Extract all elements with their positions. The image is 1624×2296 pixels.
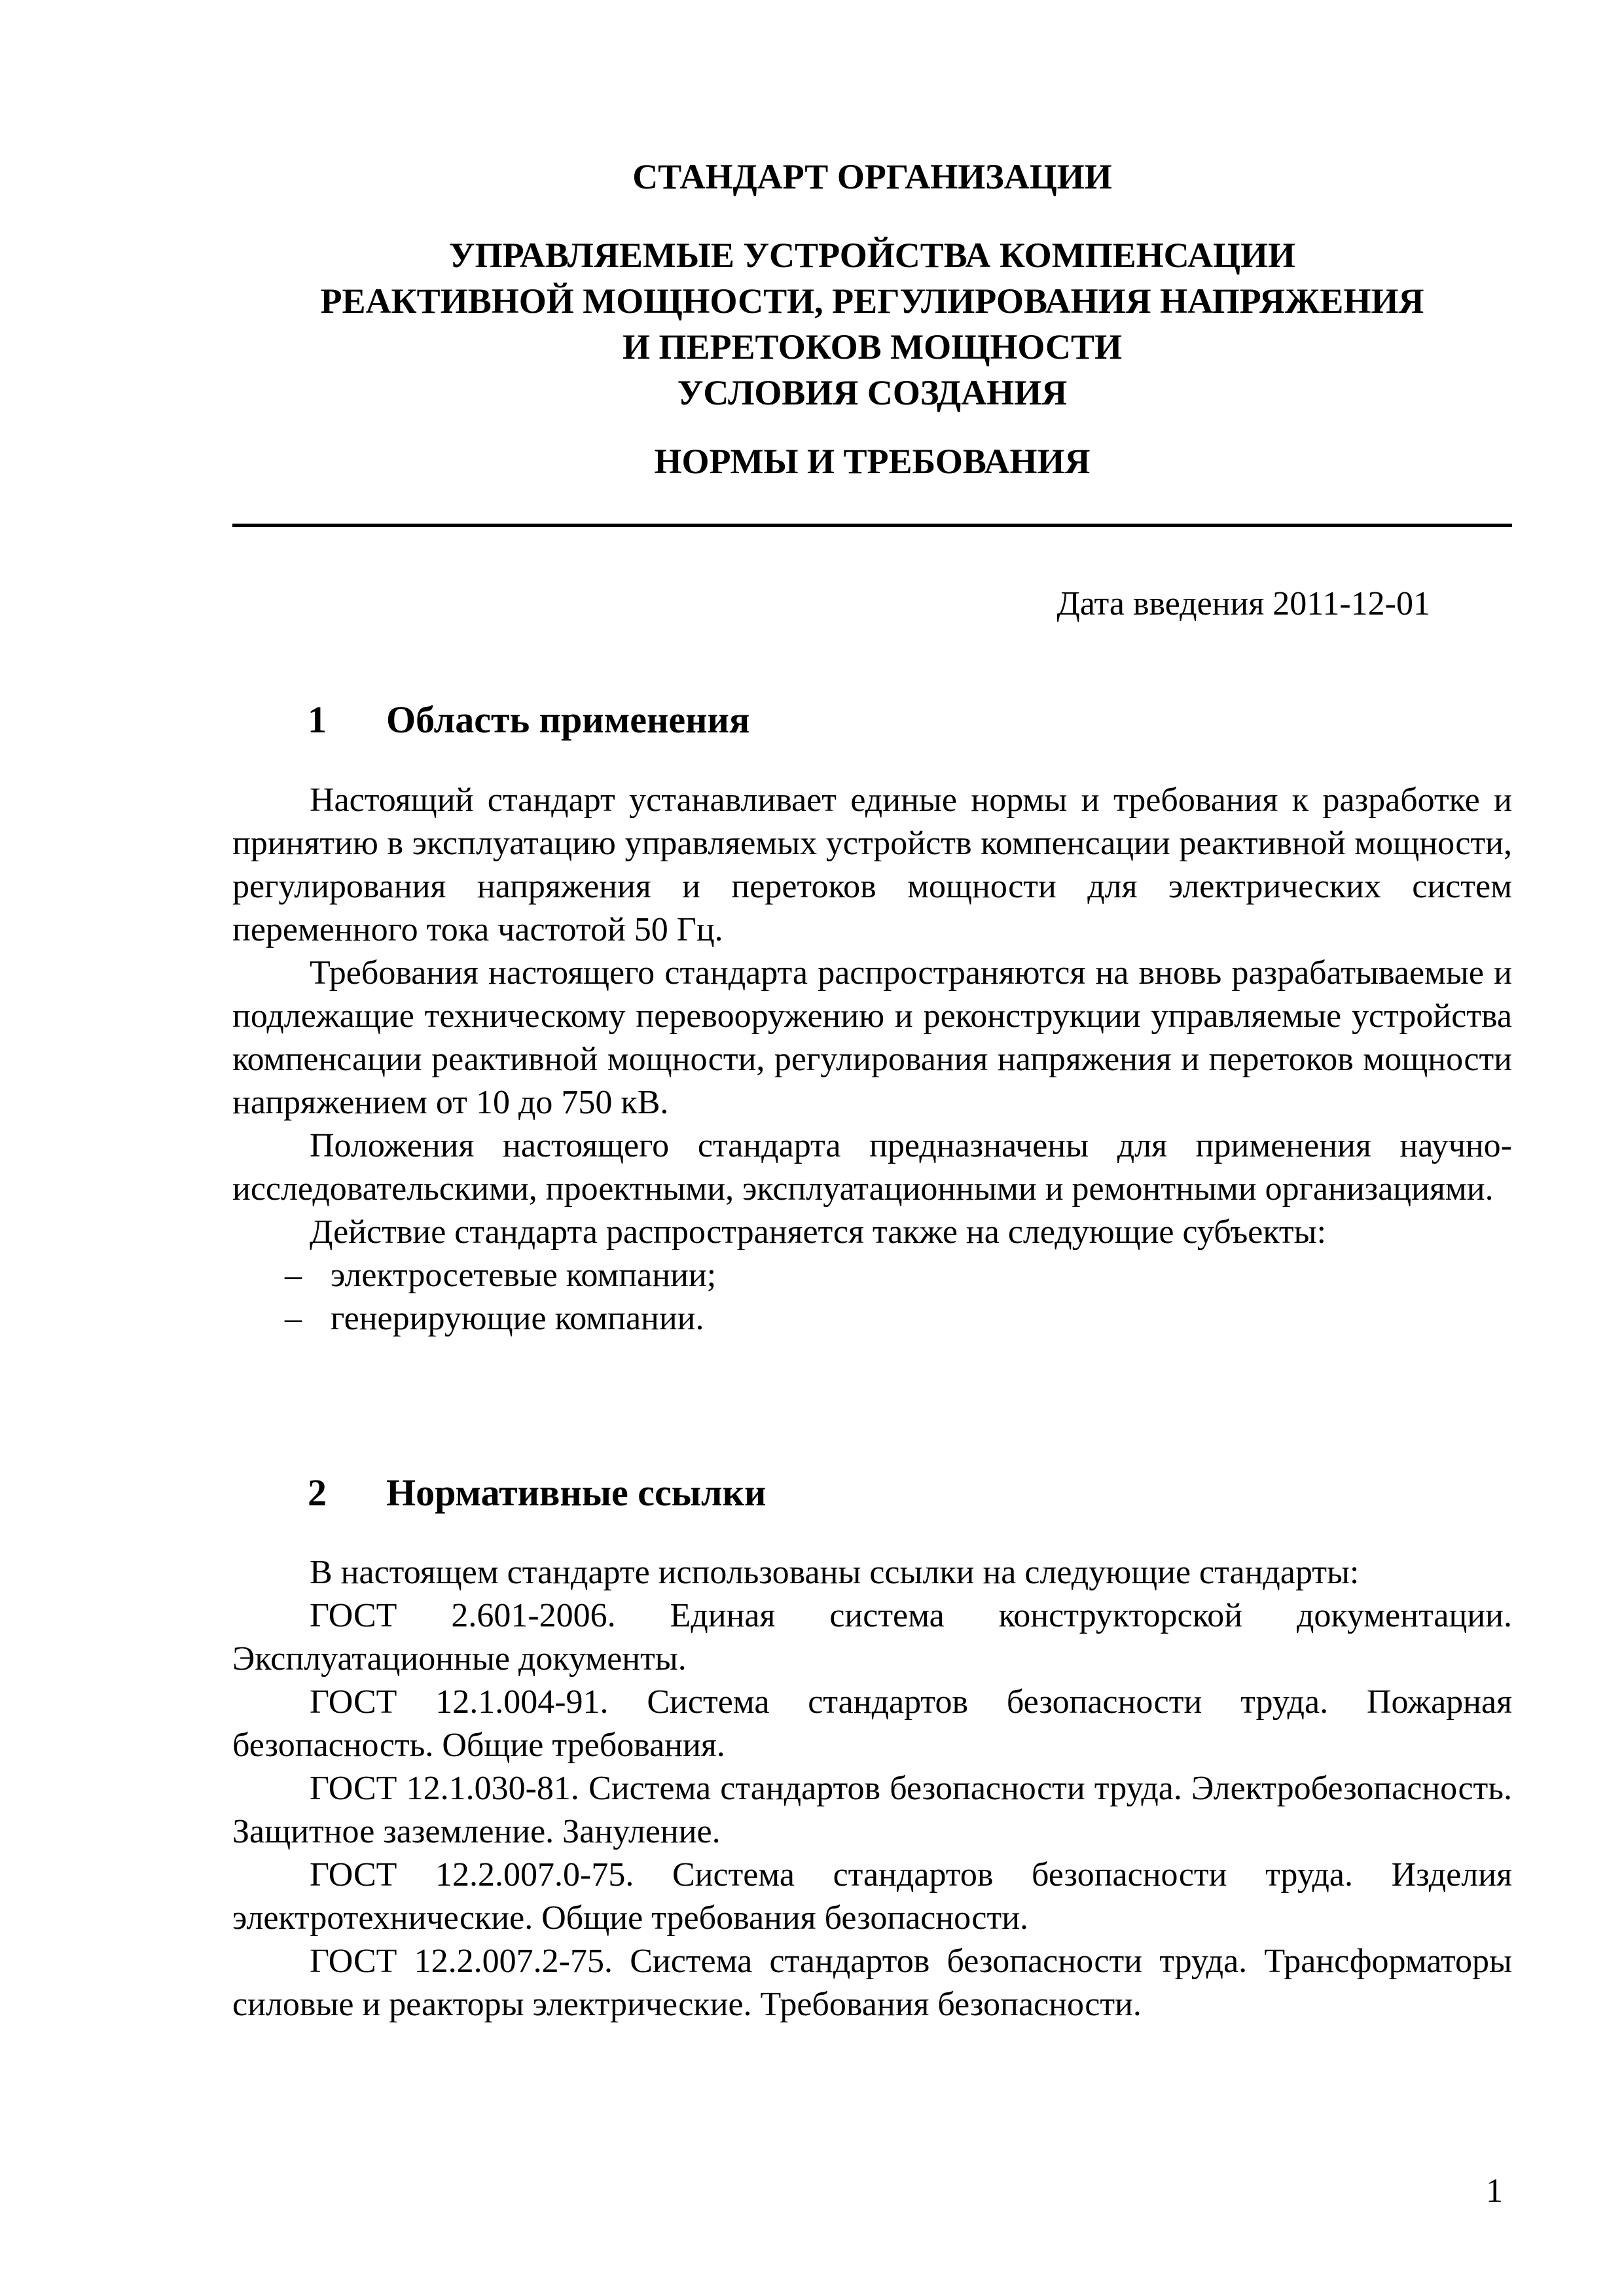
section-number: 1	[308, 698, 327, 741]
document-subtitle: НОРМЫ И ТРЕБОВАНИЯ	[654, 442, 1091, 481]
section-title: Нормативные ссылки	[386, 1471, 767, 1514]
section-heading-references	[308, 1468, 766, 1518]
paragraph: Требования настоящего стандарта распространяются на вновь разрабатываемые и подлежащие техническому перевооружению и реконструкции управляемые устройства компенсации реактивной мощности, регулирования напряжения и перетоков мощности напряжением от 10 до 750 кВ.	[232, 954, 1512, 1121]
standard-label: СТАНДАРТ ОРГАНИЗАЦИИ	[632, 157, 1112, 196]
paragraph: ГОСТ 12.1.004-91. Система стандартов безопасности труда. Пожарная безопасность. Общие требования.	[232, 1683, 1512, 1764]
section-number: 2	[308, 1471, 327, 1514]
paragraph: ГОСТ 2.601-2006. Единая система конструкторской документации. Эксплуатационные документы.	[232, 1597, 1512, 1677]
paragraph: ГОСТ 12.1.030-81. Система стандартов безопасности труда. Электробезопасность. Защитное заземление. Зануление.	[232, 1770, 1512, 1850]
section-body-references	[232, 1551, 1512, 2026]
title-line: РЕАКТИВНОЙ МОЩНОСТИ, РЕГУЛИРОВАНИЯ НАПРЯЖЕНИЯ	[320, 281, 1424, 321]
title-line: УСЛОВИЯ СОЗДАНИЯ	[677, 373, 1068, 412]
list-item-text: электросетевые компании;	[331, 1257, 717, 1294]
title-divider	[232, 524, 1512, 527]
paragraph: ГОСТ 12.2.007.0-75. Система стандартов безопасности труда. Изделия электротехнические. Общие требования безопасности.	[232, 1856, 1512, 1937]
list-item-text: генерирующие компании.	[331, 1300, 704, 1337]
paragraph: Действие стандарта распространяется также на следующие субъекты:	[310, 1213, 1327, 1251]
paragraph: Настоящий стандарт устанавливает единые нормы и требования к разработке и принятию в эксплуатацию управляемых устройств компенсации реактивной мощности, регулирования напряжения и перетоков мощности для электрических систем переменного тока частотой 50 Гц.	[232, 781, 1512, 948]
paragraph: ГОСТ 12.2.007.2-75. Система стандартов безопасности труда. Трансформаторы силовые и реакторы электрические. Требования безопасности.	[232, 1943, 1512, 2023]
list-item	[232, 1297, 1512, 1340]
section-title: Область применения	[386, 698, 750, 741]
title-line: УПРАВЛЯЕМЫЕ УСТРОЙСТВА КОМПЕНСАЦИИ	[449, 236, 1295, 275]
intro-date: Дата введения 2011-12-01	[1056, 585, 1430, 622]
subjects-list	[232, 1254, 1512, 1340]
paragraph: В настоящем стандарте использованы ссылки на следующие стандарты:	[310, 1554, 1360, 1591]
list-dash: –	[285, 1300, 302, 1337]
list-dash: –	[285, 1257, 302, 1294]
section-body-scope	[232, 779, 1512, 1340]
title-line: И ПЕРЕТОКОВ МОЩНОСТИ	[622, 327, 1123, 367]
document-title	[232, 232, 1512, 416]
list-item	[232, 1254, 1512, 1297]
paragraph: Положения настоящего стандарта предназначены для применения научно-исследовательскими, проектными, эксплуатационными и ремонтными организациями.	[232, 1127, 1512, 1208]
section-heading-scope	[308, 695, 749, 745]
page-number: 1	[1486, 2172, 1503, 2210]
